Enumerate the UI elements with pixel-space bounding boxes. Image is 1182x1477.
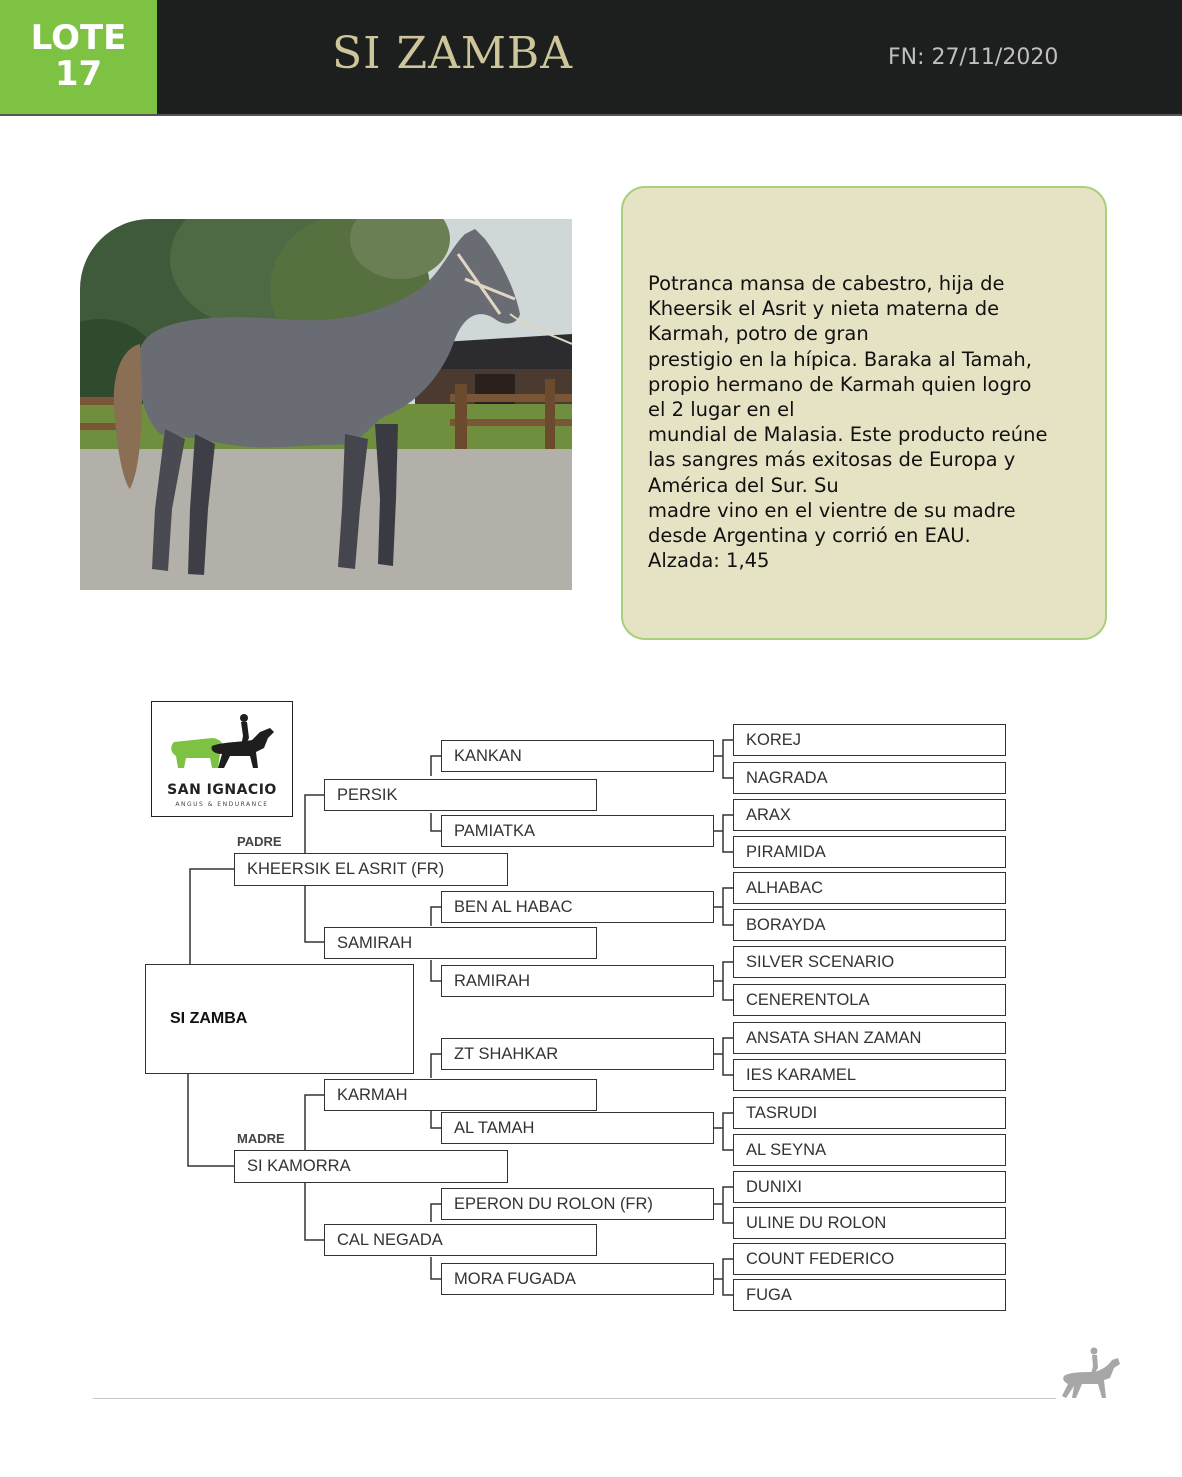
madre-label: MADRE xyxy=(237,1131,285,1146)
horse-rider-icon xyxy=(1058,1346,1122,1402)
description-line: prestigio en la hípica. Baraka al Tamah, xyxy=(648,347,1032,371)
footer-divider xyxy=(93,1398,1056,1399)
page-title: SI ZAMBA xyxy=(332,28,574,79)
pedigree-great-grandparent: EPERON DU ROLON (FR) xyxy=(441,1188,714,1220)
pedigree-great-grandparent: KANKAN xyxy=(441,740,714,772)
pedigree-ggg: IES KARAMEL xyxy=(733,1059,1006,1091)
birth-date: FN: 27/11/2020 xyxy=(888,45,1059,70)
pedigree-grandparent: PERSIK xyxy=(324,779,597,811)
pedigree-great-grandparent: ZT SHAHKAR xyxy=(441,1038,714,1070)
pedigree-grandparent: KARMAH xyxy=(324,1079,597,1111)
pedigree-ggg: BORAYDA xyxy=(733,909,1006,941)
pedigree-subject: SI ZAMBA xyxy=(145,964,414,1074)
pedigree-grandparent: CAL NEGADA xyxy=(324,1224,597,1256)
padre-label: PADRE xyxy=(237,834,282,849)
pedigree-ggg: NAGRADA xyxy=(733,762,1006,794)
description-line: el 2 lugar en el xyxy=(648,398,795,422)
description-line: propio hermano de Karmah quien logro xyxy=(648,372,1032,396)
pedigree-ggg: ANSATA SHAN ZAMAN xyxy=(733,1022,1006,1054)
pedigree-ggg: PIRAMIDA xyxy=(733,836,1006,868)
pedigree-ggg: ALHABAC xyxy=(733,872,1006,904)
description-line: madre vino en el vientre de su madre xyxy=(648,498,1016,522)
pedigree-ggg: CENERENTOLA xyxy=(733,984,1006,1016)
pedigree-ggg: TASRUDI xyxy=(733,1097,1006,1129)
lot-word: LOTE xyxy=(30,18,127,58)
pedigree-ggg: KOREJ xyxy=(733,724,1006,756)
description-line: Alzada: 1,45 xyxy=(648,549,770,573)
pedigree-ggg: FUGA xyxy=(733,1279,1006,1311)
pedigree-dam: SI KAMORRA xyxy=(234,1150,508,1183)
lot-number: 17 xyxy=(54,54,103,94)
pedigree-great-grandparent: BEN AL HABAC xyxy=(441,891,714,923)
pedigree-ggg: SILVER SCENARIO xyxy=(733,946,1006,978)
description-line: mundial de Malasia. Este producto reúne xyxy=(648,423,1048,447)
pedigree-ggg: DUNIXI xyxy=(733,1171,1006,1203)
description-line: Potranca mansa de cabestro, hija de xyxy=(648,272,1005,295)
description-line: las sangres más exitosas de Europa y xyxy=(648,448,1016,472)
pedigree-great-grandparent: AL TAMAH xyxy=(441,1112,714,1144)
description-line: desde Argentina y corrió en EAU. xyxy=(648,524,971,548)
description-line: Kheersik el Asrit y nieta materna de xyxy=(648,297,1000,321)
pedigree-great-grandparent: RAMIRAH xyxy=(441,965,714,997)
pedigree-sire: KHEERSIK EL ASRIT (FR) xyxy=(234,853,508,886)
description-line: América del Sur. Su xyxy=(648,473,839,497)
pedigree-grandparent: SAMIRAH xyxy=(324,927,597,959)
pedigree-ggg: COUNT FEDERICO xyxy=(733,1243,1006,1275)
description-line: Karmah, potro de gran xyxy=(648,322,869,346)
pedigree-ggg: ULINE DU ROLON xyxy=(733,1207,1006,1239)
logo-name: SAN IGNACIO xyxy=(167,782,277,798)
pedigree-ggg: AL SEYNA xyxy=(733,1134,1006,1166)
logo-subtitle: ANGUS & ENDURANCE xyxy=(175,801,269,808)
pedigree-ggg: ARAX xyxy=(733,799,1006,831)
pedigree-great-grandparent: MORA FUGADA xyxy=(441,1263,714,1295)
pedigree-great-grandparent: PAMIATKA xyxy=(441,815,714,847)
